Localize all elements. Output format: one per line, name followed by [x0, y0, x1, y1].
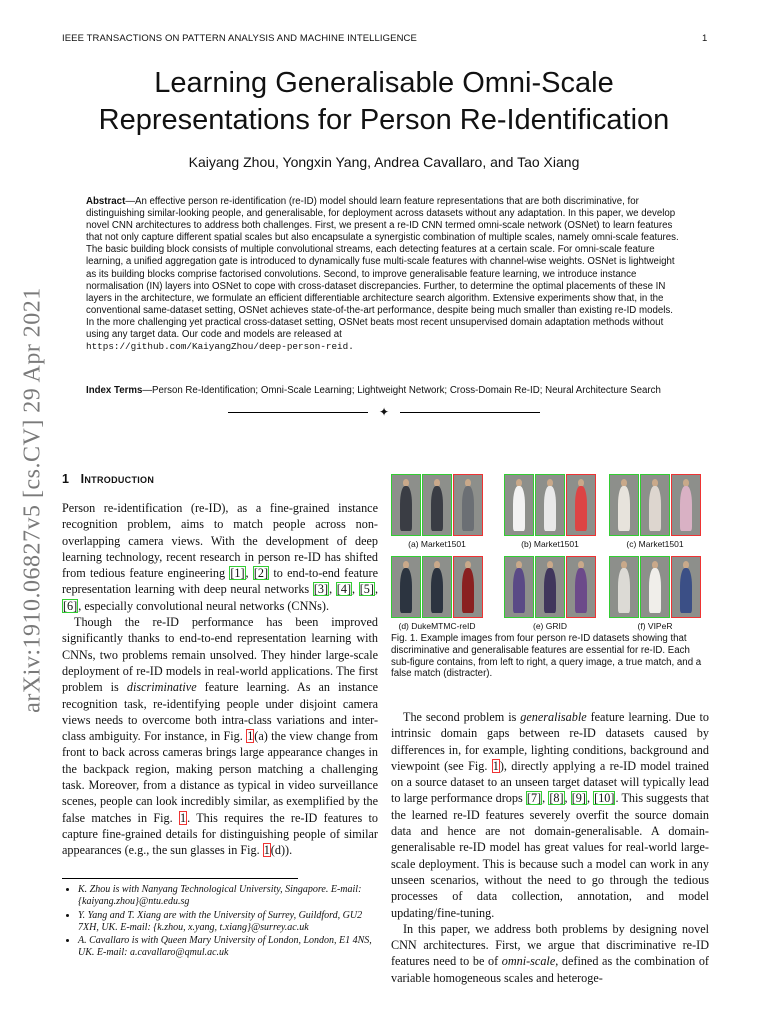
image-triplet — [504, 474, 596, 536]
intro-paragraph-4 — [391, 921, 709, 986]
text-run: feature learning. Due to intrinsic domain gaps between re-ID datasets caused by differences in, for example, lighting conditions, background and viewpoint (see Fig. — [391, 710, 709, 773]
panel-caption: (c) Market1501 — [626, 539, 684, 549]
index-terms — [86, 385, 682, 396]
section-heading — [62, 472, 154, 486]
query-image — [609, 556, 639, 618]
panel-caption: (f) VIPeR — [637, 621, 673, 631]
person-body-shape — [618, 568, 630, 614]
text-run: feature learning. As an instance recognition task, re-identifying people under disjoint camera views needs to overcome both intra-class variations and inter-class ambiguity. For instance, in Fig. — [62, 680, 379, 744]
person-body-shape — [544, 568, 556, 614]
intro-paragraph-2 — [62, 614, 378, 858]
text-run: (d)). — [270, 843, 293, 858]
text-run: Though the re-ID performance has been improved significantly thanks to end-to-end representation learning with CNNs, two problems remain unsolved. They hinder large-scale deployment of re-ID models in real-world applications. The first problem is — [62, 615, 378, 695]
text-run: , especially convolutional neural networks (CNNs). — [78, 598, 330, 613]
figure-link[interactable]: 1 — [263, 843, 270, 858]
true-match-image — [422, 556, 452, 618]
section-divider — [228, 404, 540, 420]
page-number: 1 — [702, 33, 708, 44]
image-triplet — [609, 556, 701, 618]
false-match-image — [671, 474, 701, 536]
abstract-label: Abstract — [86, 196, 126, 207]
panel-caption: (d) DukeMTMC-reID — [398, 621, 476, 631]
footnote-item: • K. Zhou is with Nanyang Technological University, Singapore. E-mail: {kaiyang.zhou}@ntu.edu.sg — [78, 884, 378, 909]
query-image — [391, 474, 421, 536]
emphasis: omni-scale — [501, 954, 556, 969]
citation-link[interactable]: [7] — [526, 791, 542, 806]
false-match-image — [566, 556, 596, 618]
code-url-link[interactable]: https://github.com/KaiyangZhou/deep-person-reid. — [86, 341, 354, 353]
section-title: Introduction — [80, 472, 155, 486]
person-body-shape — [680, 568, 692, 614]
image-triplet — [504, 556, 596, 618]
text-run: (a) the view change from front to back across cameras brings large appearance changes in the backpack region, making person matching a challenging task. Moreover, from a distance as typical in video surveillance scenes, people can look incredibly similar, as exemplified by the false matches in Fig. — [62, 729, 379, 825]
query-image — [609, 474, 639, 536]
panel-caption: (b) Market1501 — [521, 539, 579, 549]
citation-link[interactable]: [6] — [63, 598, 78, 613]
person-body-shape — [575, 568, 587, 614]
text-run: , — [352, 582, 359, 597]
text-run: , defined as the combination of variable homogeneous scales and heteroge- — [391, 954, 709, 985]
true-match-image — [535, 556, 565, 618]
person-body-shape — [649, 568, 661, 614]
person-body-shape — [649, 486, 661, 532]
true-match-image — [422, 474, 452, 536]
image-triplet — [391, 474, 483, 536]
person-body-shape — [400, 486, 412, 532]
intro-left-column — [62, 500, 378, 859]
figure-1 — [391, 474, 709, 631]
text-run: ), directly applying a re-ID model trained on a source dataset to an unseen target dataset will typically lead to large performance drops — [391, 758, 710, 806]
text-run: . This suggests that the learned re-ID features severely overfit the source domain data and hence are not domain-generalisable. A domain-generalisable re-ID model has great values for real-world large-scale deployment. This is because such a model can work in any unseen scenarios, without the need to go through the tedious processes of data collection, annotation, and model updating/fine-tuning. — [391, 791, 710, 920]
citation-link[interactable]: [8] — [549, 791, 564, 806]
footnotes — [62, 884, 378, 961]
person-body-shape — [462, 568, 474, 614]
arxiv-stamp — [8, 270, 58, 730]
paper-title — [62, 65, 706, 139]
panel-caption: (e) GRID — [533, 621, 567, 631]
query-image — [504, 556, 534, 618]
person-body-shape — [618, 486, 630, 532]
text-run: . This requires the re-ID features to capture fine-grained details for distinguishing people of similar appearances (e.g., the sun glasses in Fig. — [62, 810, 378, 858]
text-run: , — [564, 791, 571, 806]
emphasis: discriminative — [126, 680, 197, 695]
text-run: , — [245, 566, 253, 581]
diamond-icon: ✦ — [378, 405, 390, 419]
author-list: Kaiyang Zhou, Yongxin Yang, Andrea Cavallaro, and Tao Xiang — [188, 154, 580, 170]
person-body-shape — [544, 486, 556, 532]
person-body-shape — [431, 568, 443, 614]
false-match-image — [566, 474, 596, 536]
figure-panel — [504, 556, 596, 631]
true-match-image — [535, 474, 565, 536]
arxiv-id: arXiv:1910.06827v5 [cs.CV] 29 Apr 2021 — [19, 287, 46, 713]
text-run: , — [374, 582, 379, 597]
citation-link[interactable]: [2] — [253, 566, 269, 581]
title-line-2: Representations for Person Re-Identification — [98, 104, 670, 136]
text-run: to end-to-end feature representation learning with deep neural networks — [62, 566, 378, 597]
figure-link[interactable]: 1 — [247, 729, 254, 744]
person-body-shape — [400, 568, 412, 614]
true-match-image — [640, 474, 670, 536]
figure-panel — [391, 556, 483, 631]
person-body-shape — [513, 568, 525, 614]
intro-right-column — [391, 709, 709, 986]
query-image — [391, 556, 421, 618]
person-body-shape — [680, 486, 692, 532]
person-body-shape — [513, 486, 525, 532]
panel-caption: (a) Market1501 — [408, 539, 466, 549]
citation-link[interactable]: [3] — [313, 582, 329, 597]
citation-link[interactable]: [4] — [336, 582, 352, 597]
figure-panel — [609, 474, 701, 549]
figure-panel — [609, 556, 701, 631]
text-run: , — [542, 791, 549, 806]
person-body-shape — [431, 486, 443, 532]
citation-link[interactable]: [5] — [359, 582, 374, 597]
query-image — [504, 474, 534, 536]
emphasis: generalisable — [520, 710, 587, 724]
title-line-1: Learning Generalisable Omni-Scale — [154, 67, 614, 99]
figure-link[interactable]: 1 — [492, 758, 499, 773]
person-body-shape — [575, 486, 587, 532]
false-match-image — [453, 474, 483, 536]
footnote-item: • A. Cavallaro is with Queen Mary University of London, London, E1 4NS, UK. E-mail: a.cavallaro@qmul.ac.uk — [78, 935, 378, 960]
figure-caption: Fig. 1. Example images from four person re-ID datasets showing that discriminative and generalisable features are essential for re-ID. Each sub-figure contains, from left to right, a query image, a true match, and a false match (distracter). — [391, 633, 702, 680]
footnote-item: • Y. Yang and T. Xiang are with the University of Surrey, Guildford, GU2 7XH, UK. E-mail: {k.zhou, x.yang, t.xiang}@surrey.ac.uk — [78, 910, 378, 935]
figure-panel — [391, 474, 483, 549]
text-run: Person re-identification (re-ID), as a fine-grained instance recognition problem, aims to match people across non-overlapping camera views. With the development of deep learning technology, recent research in person re-ID has shifted from tedious feature engineering — [62, 501, 378, 581]
text-run: , — [586, 791, 594, 806]
index-terms-label: Index Terms — [86, 385, 143, 396]
index-terms-text: —Person Re-Identification; Omni-Scale Learning; Lightweight Network; Cross-Domain Re-ID; Neural Architecture Search — [142, 385, 661, 396]
divider-line-right — [400, 412, 540, 413]
section-number: 1 — [62, 472, 70, 486]
intro-paragraph-3 — [391, 709, 709, 921]
citation-link[interactable]: [9] — [571, 791, 586, 806]
running-header: IEEE TRANSACTIONS ON PATTERN ANALYSIS AND MACHINE INTELLIGENCE — [62, 33, 417, 44]
person-body-shape — [462, 486, 474, 532]
false-match-image — [671, 556, 701, 618]
image-triplet — [609, 474, 701, 536]
footnote-rule — [62, 878, 298, 879]
abstract-text: —An effective person re-identification (re-ID) model should learn feature representations that are both discriminative, for distinguishing similar-looking people, and generalisable, for deployment across datasets without any adaptation. In this paper, we develop novel CNN architectures to address both challenges. First, we present a re-ID CNN termed omni-scale network (OSNet) to learn features that not only capture different spatial scales but also encapsulate a synergistic combination of multiple scales, namely omni-scale features. The basic building block consists of multiple convolutional streams, each detecting features at a certain scale. For omni-scale feature learning, a unified aggregation gate is introduced to dynamically fuse multi-scale features with channel-wise weights. OSNet is lightweight as its building blocks comprise factorised convolutions. Second, to improve generalisable feature learning, we introduce instance normalisation (IN) layers into OSNet to cope with cross-dataset discrepancies. Further, to determine the optimal placements of these IN layers in the architecture, we formulate an efficient differentiable architecture search algorithm. Extensive experiments show that, in the conventional same-dataset setting, OSNet achieves state-of-the-art performance, despite being much smaller than existing re-ID models. In the more challenging yet practical cross-dataset setting, OSNet beats most recent unsupervised domain adaptation methods without using any target data. Our code and models are released at — [86, 196, 679, 341]
false-match-image — [453, 556, 483, 618]
image-triplet — [391, 556, 483, 618]
citation-link[interactable]: [10] — [594, 791, 615, 806]
figure-link[interactable]: 1 — [179, 810, 187, 825]
citation-link[interactable]: [1] — [230, 566, 245, 581]
abstract — [86, 196, 682, 353]
text-run: The second problem is — [403, 710, 521, 724]
true-match-image — [640, 556, 670, 618]
divider-line-left — [228, 412, 368, 413]
text-run: , — [329, 582, 336, 597]
text-run: In this paper, we address both problems by designing novel CNN architectures. First, we argue that discriminative re-ID features need to be of — [391, 921, 709, 969]
intro-paragraph-1 — [62, 500, 378, 614]
figure-panel — [504, 474, 596, 549]
